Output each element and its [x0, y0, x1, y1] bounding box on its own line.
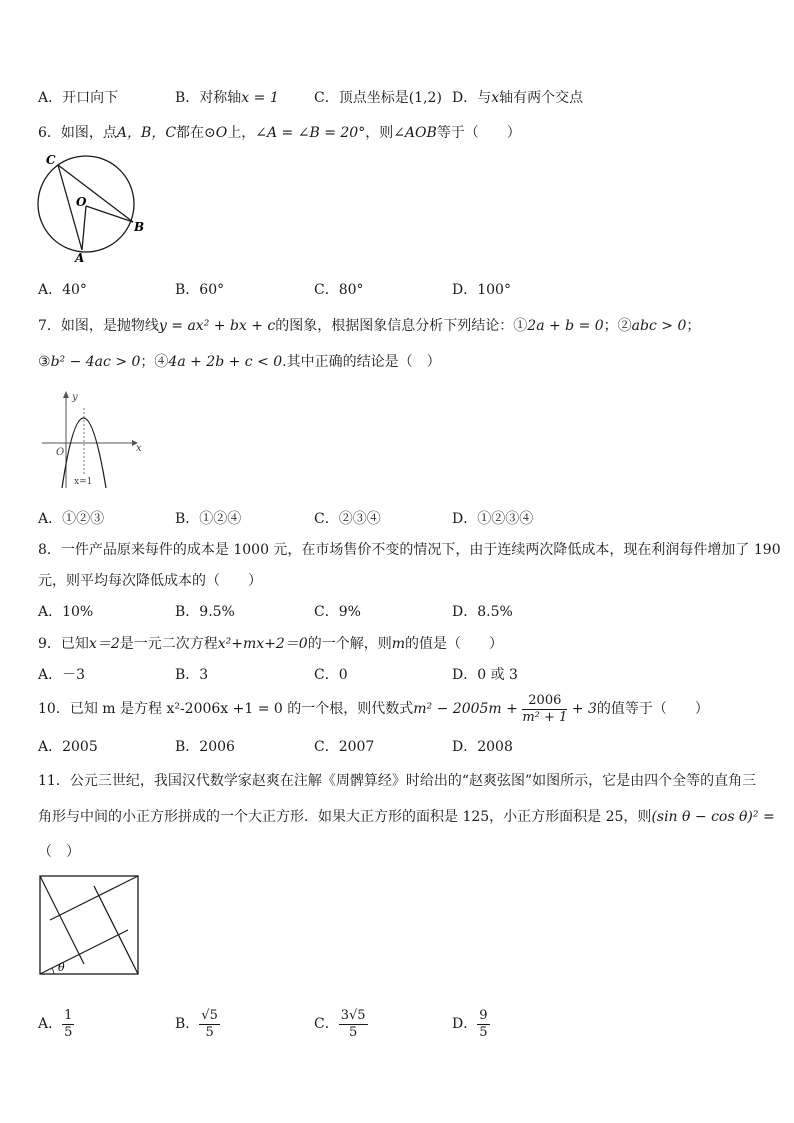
q5-option-c: C．顶点坐标是(1,2)	[314, 90, 442, 106]
q11-stem-line3: （ ）	[38, 844, 80, 860]
q9-option-a: A．－3	[38, 667, 86, 683]
q7-option-b: B．①②④	[175, 511, 242, 527]
q11-option-a: A． $\frac{1}{5}$	[38, 1007, 73, 1040]
q7-label-x: x	[136, 443, 142, 454]
q5-option-b: B．对称轴x = 1	[175, 90, 279, 106]
q10-option-c: C．2007	[314, 739, 375, 755]
q7-options	[38, 510, 758, 528]
q6-option-b: B．60°	[175, 282, 225, 298]
q8-option-c: C．9%	[314, 604, 361, 620]
q7-label-axis: x=1	[74, 477, 93, 487]
q8-stem-line1: 8．一件产品原来每件的成本是 1000 元，在市场售价不变的情况下，由于连续两次降低成本，现在利润每件增加了 190	[38, 542, 781, 558]
q6-label-b: B	[134, 220, 145, 234]
q5-options	[38, 89, 758, 107]
q7-option-d: D．①②③④	[452, 511, 534, 527]
q11-options	[38, 1004, 758, 1044]
q6-label-c: C	[46, 153, 56, 167]
q10-fraction: $\frac{2006}{\text{m² + 1}}$	[522, 692, 568, 725]
q9-options	[38, 666, 758, 684]
q9-option-d: D．0 或 3	[452, 667, 518, 683]
q6-option-a: A．40°	[38, 282, 87, 298]
q10-option-b: B．2006	[175, 739, 235, 755]
q6-label-o: O	[76, 195, 87, 209]
q10-option-a: A．2005	[38, 739, 98, 755]
q6-options	[38, 281, 758, 299]
q8-options	[38, 603, 758, 621]
q7-option-a: A．①②③	[38, 511, 105, 527]
q7-option-c: C．②③④	[314, 511, 381, 527]
q6-option-c: C．80°	[314, 282, 364, 298]
q5-option-a: A．开口向下	[38, 90, 119, 106]
q6-stem: 6．如图，点A，B，C都在⊙O上，∠A = ∠B = 20°，则∠AOB等于（ ）	[38, 125, 521, 141]
q5-option-d: D．与x轴有两个交点	[452, 90, 584, 106]
q6-option-d: D．100°	[452, 282, 511, 298]
q11-option-b: B． $\frac{√5}{5}$	[175, 1007, 218, 1040]
q7-parabola-figure	[38, 388, 148, 493]
q10-option-d: D．2008	[452, 739, 513, 755]
q8-stem-line2: 元，则平均每次降低成本的（ ）	[38, 573, 262, 589]
q7-stem-line1: 7．如图，是抛物线y = ax² + bx + c的图象，根据图象信息分析下列结论：①2a + b = 0；②abc > 0；	[38, 318, 701, 334]
q7-stem-line2: ③b² − 4ac > 0；④4a + 2b + c < 0.其中正确的结论是（ ）	[38, 354, 441, 370]
q7-label-o: O	[56, 447, 65, 458]
q6-label-a: A	[75, 251, 85, 265]
q9-option-b: B．3	[175, 667, 209, 683]
q11-option-c: C． $\frac{3√5}{5}$	[314, 1007, 366, 1040]
q7-label-y: y	[72, 392, 78, 403]
q6-circle-figure	[28, 150, 158, 265]
q11-option-d: D． $\frac{9}{5}$	[452, 1007, 488, 1040]
q9-option-c: C．0	[314, 667, 348, 683]
q11-stem-line2: 角形与中间的小正方形拼成的一个大正方形．如果大正方形的面积是 125，小正方形面积是 25，则(sin θ − cos θ)² =	[38, 809, 775, 825]
q11-theta-label: θ	[58, 961, 65, 974]
q10-options	[38, 738, 758, 756]
q9-stem: 9．已知x＝2是一元二次方程x²+mx+2＝0的一个解，则m的值是（ ）	[38, 636, 503, 652]
q8-option-d: D．8.5%	[452, 604, 513, 620]
q11-stem-line1: 11．公元三世纪，我国汉代数学家赵爽在注解《周髀算经》时给出的“赵爽弦图”如图所示，它是由四个全等的直角三	[38, 773, 757, 789]
q10-stem: 10．已知 m 是方程 x²-2006x +1 = 0 的一个根，则代数式m² − 2005m + $\frac{2006}{\text{m² + 1}}$ + 3的值等于（ ）	[38, 692, 709, 725]
q8-option-a: A．10%	[38, 604, 94, 620]
q11-zhao-shuang-figure	[38, 874, 142, 978]
q8-option-b: B．9.5%	[175, 604, 235, 620]
